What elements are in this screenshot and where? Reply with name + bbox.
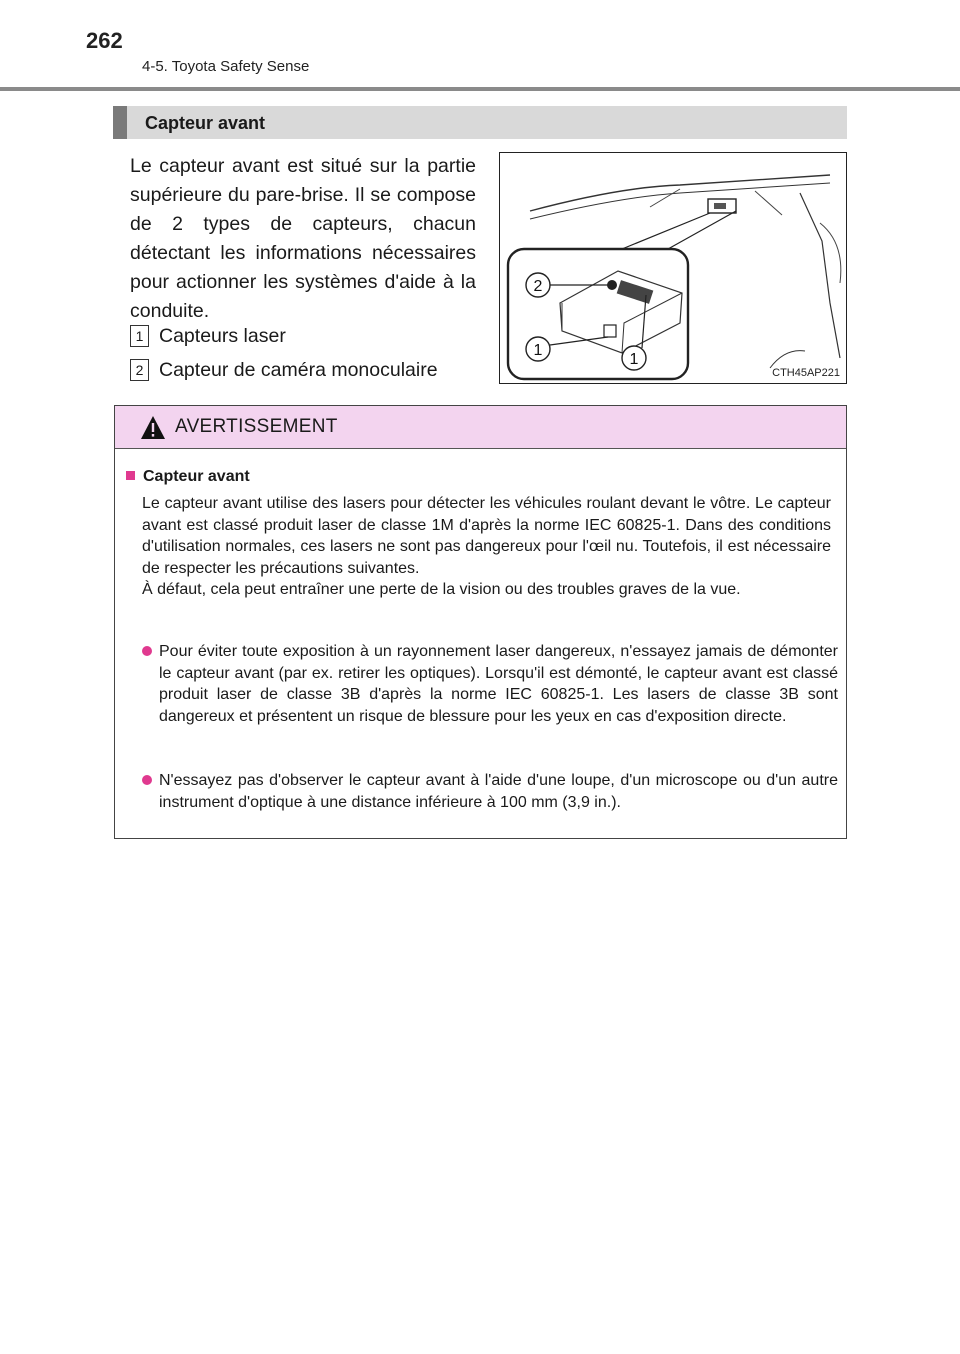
- callout-label: 1: [533, 342, 543, 359]
- page-header: [0, 0, 960, 96]
- warning-paragraph: [142, 493, 831, 601]
- pink-dot-icon: [142, 646, 152, 656]
- callout-label: 2: [533, 278, 543, 295]
- warning-box: [114, 405, 847, 839]
- page-number: 262: [86, 28, 123, 53]
- warning-paragraph-text: Le capteur avant utilise des lasers pour détecter les véhicules roulant devant le vôtre. Le capteur avant est classé produit laser de classe 1M d'après la norme IEC 60825-1. Dans des conditions d'utilisation normales, ces lasers ne sont pas dangereux pour l'œil nu. Toutefois, il est nécessaire de respecter les précautions suivantes.: [142, 495, 831, 577]
- legend-number-box: 1: [130, 325, 149, 347]
- warning-bullet-text: Pour éviter toute exposition à un rayonnement laser dangereux, n'essayez jamais de démonter le capteur avant (par ex. retirer les optiques). Lorsqu'il est démonté, le capteur avant est classé produit laser de classe 3B d'après la norme IEC 60825-1. Les lasers de classe 3B sont dangereux et présentent un risque de blessure pour les yeux en cas d'exposition directe.: [159, 643, 838, 725]
- legend-label: Capteur de caméra monoculaire: [159, 359, 438, 381]
- warning-subtitle-text: Capteur avant: [143, 468, 250, 485]
- pink-square-icon: [126, 471, 135, 480]
- warning-triangle-icon: [140, 415, 166, 441]
- section-heading-bar: [113, 106, 847, 139]
- figure-code: CTH45AP221: [772, 367, 840, 379]
- warning-subtitle: [126, 468, 250, 486]
- section-title: Capteur avant: [145, 113, 266, 133]
- warning-bullet: [142, 641, 838, 727]
- legend-number-box: 2: [130, 359, 149, 381]
- intro-paragraph: Le capteur avant est situé sur la partie supérieure du pare-brise. Il se compose de 2 types de capteurs, chacun détectant les informations nécessaires pour actionner les systèmes d'aide à la conduite.: [130, 155, 476, 322]
- section-reference: 4-5. Toyota Safety Sense: [142, 58, 310, 75]
- legend-label: Capteurs laser: [159, 325, 286, 347]
- windshield-sensor-illustration: [499, 152, 847, 384]
- callout-label: 1: [629, 351, 639, 368]
- warning-paragraph-text: À défaut, cela peut entraîner une perte de la vision ou des troubles graves de la vue.: [142, 581, 741, 598]
- warning-header: [115, 406, 846, 449]
- warning-bullet: [142, 770, 838, 813]
- warning-title: AVERTISSEMENT: [175, 416, 338, 437]
- illustration-drawing: [500, 153, 846, 383]
- pink-dot-icon: [142, 775, 152, 785]
- header-rule: [0, 87, 960, 91]
- warning-bullet-text: N'essayez pas d'observer le capteur avant à l'aide d'une loupe, d'un microscope ou d'un autre instrument d'optique à une distance inférieure à 100 mm (3,9 in.).: [159, 772, 838, 811]
